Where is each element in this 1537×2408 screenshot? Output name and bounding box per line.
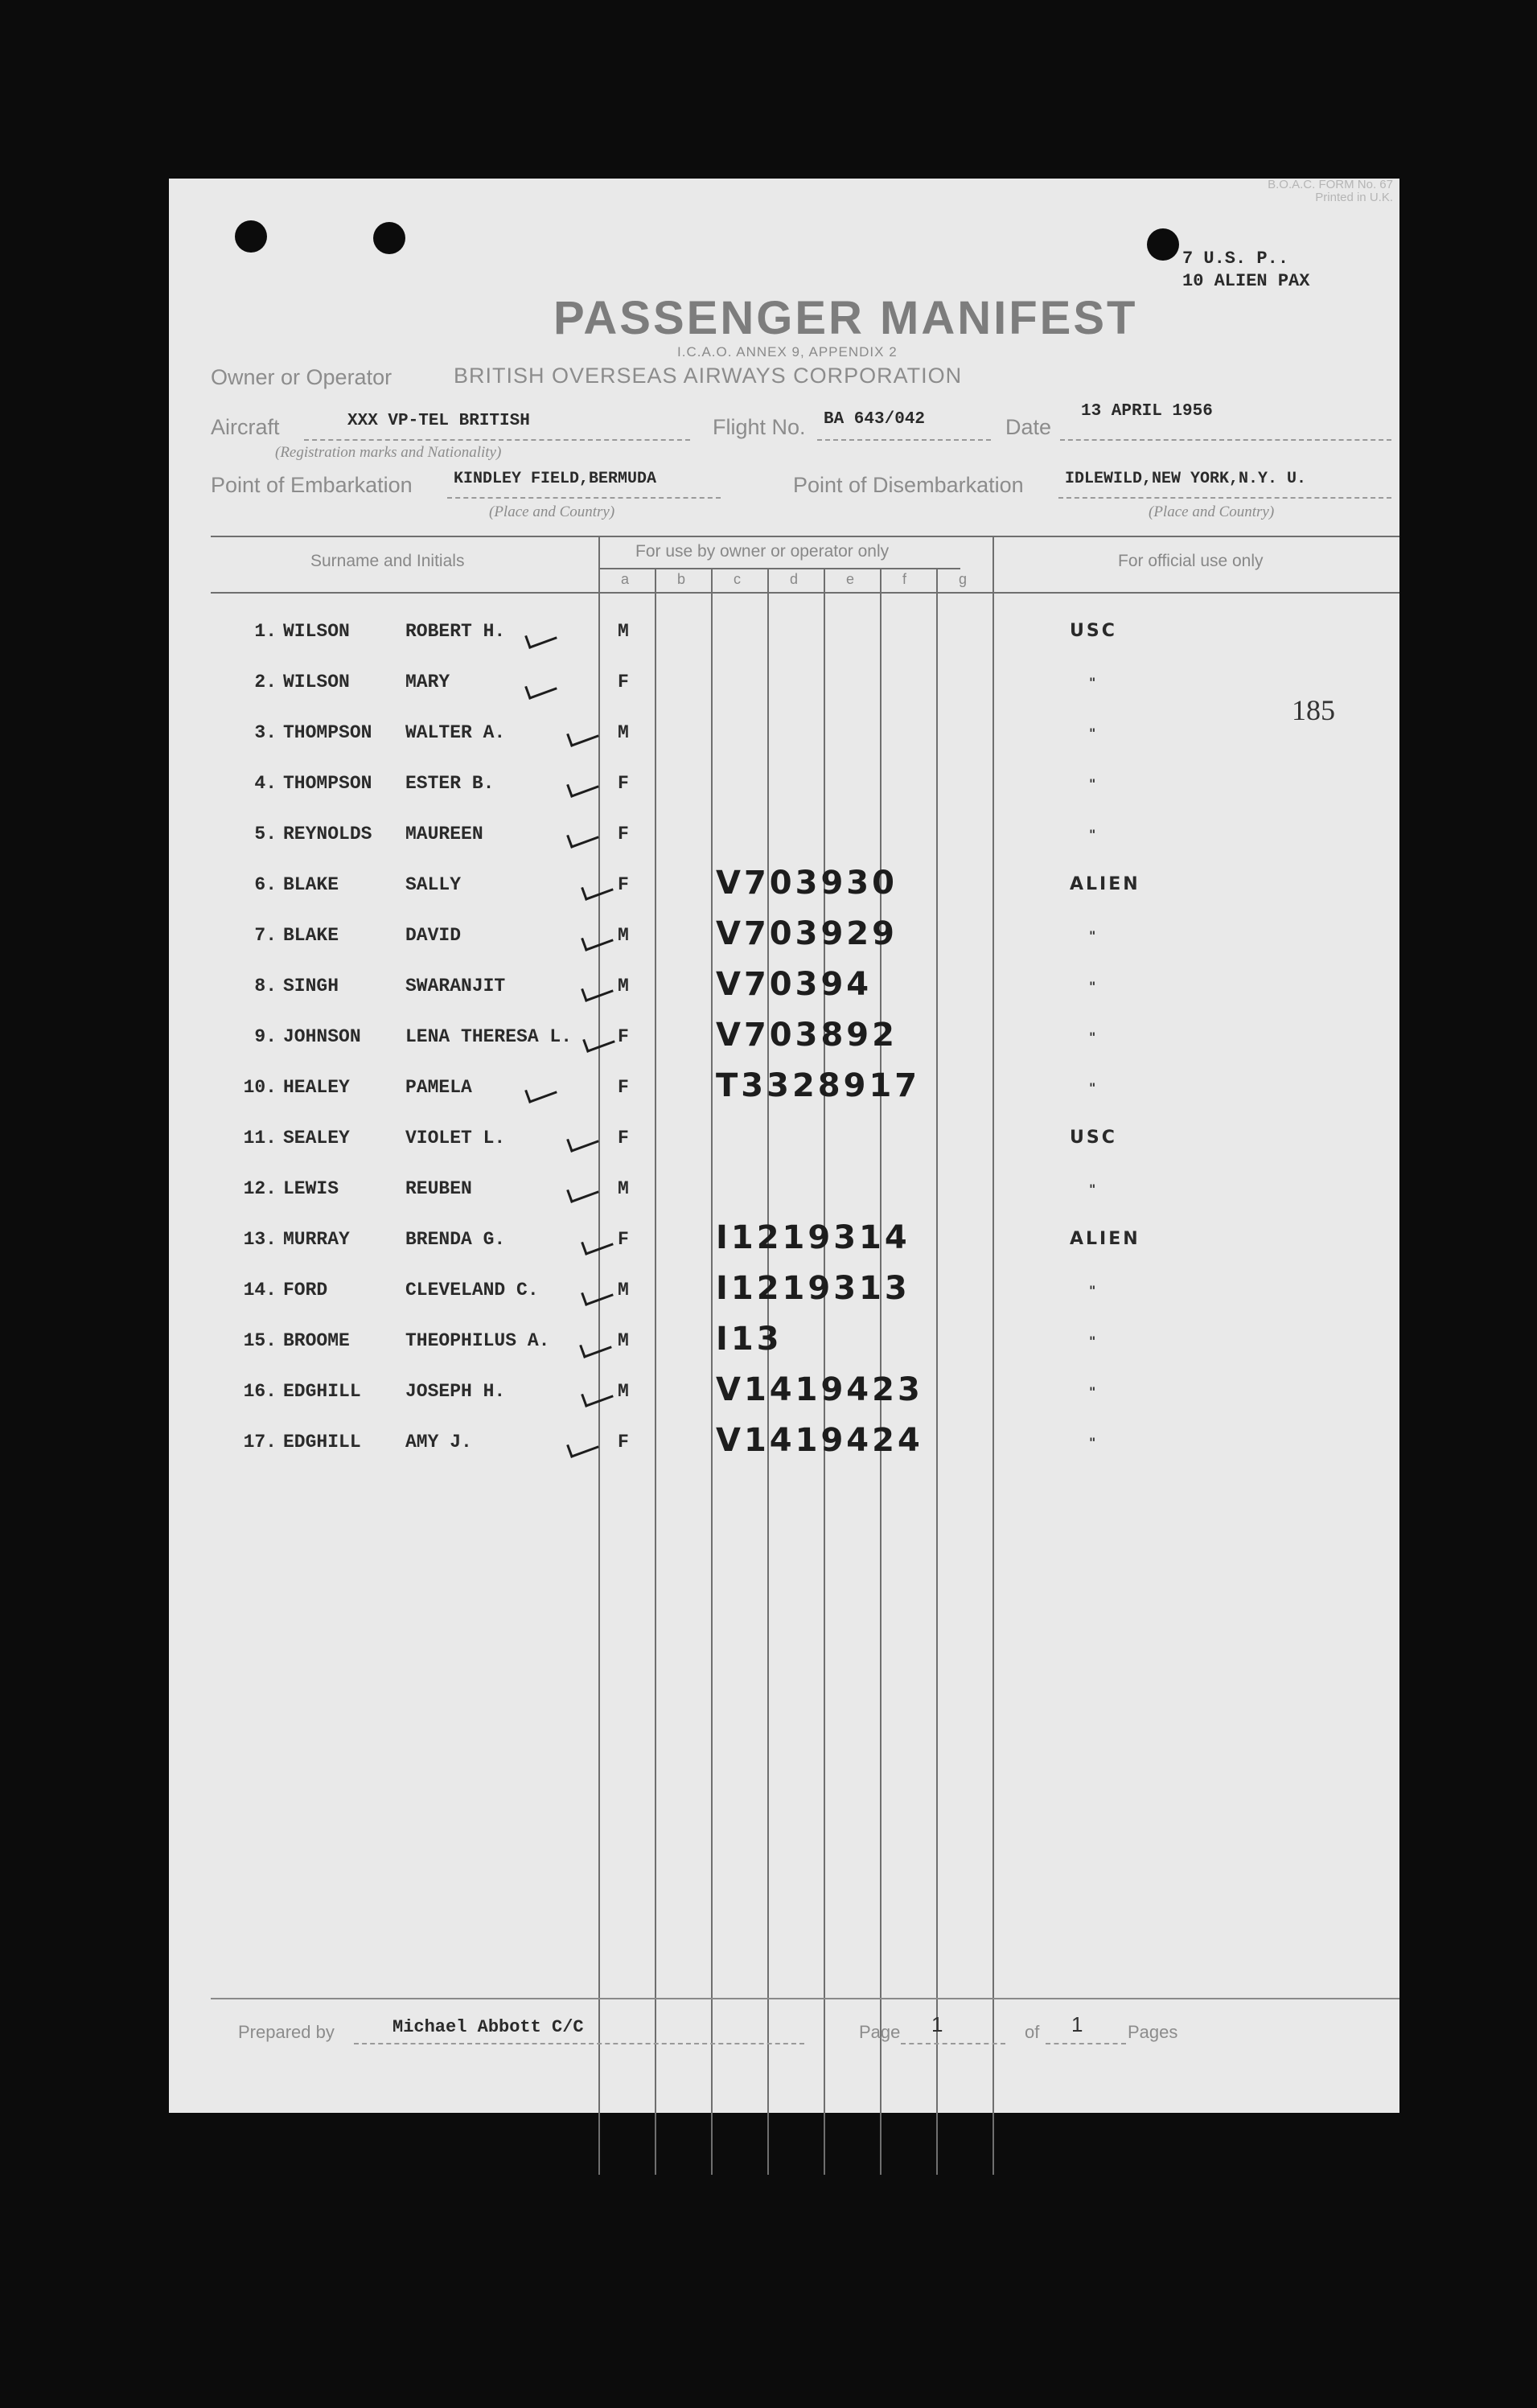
passenger-sex: F (618, 1432, 629, 1453)
passenger-given-names: BRENDA G. (405, 1229, 506, 1250)
official-status: " (1089, 1181, 1096, 1197)
passenger-sex: F (618, 874, 629, 895)
check-mark (524, 1080, 557, 1103)
passenger-sex: F (618, 1026, 629, 1047)
passport-number: T3328917 (716, 1067, 921, 1104)
check-mark (566, 775, 599, 798)
passenger-surname: SINGH (283, 976, 339, 996)
row-number: 5. (254, 824, 277, 844)
manifest-sheet (169, 179, 1399, 2113)
passport-number: I1219314 (716, 1219, 910, 1256)
passenger-given-names: CLEVELAND C. (405, 1280, 539, 1301)
row-number: 8. (254, 976, 277, 996)
passenger-sex: M (618, 621, 629, 642)
check-mark (524, 676, 557, 700)
passenger-sex: F (618, 1077, 629, 1098)
passenger-surname: REYNOLDS (283, 824, 372, 844)
row-number: 15. (243, 1330, 277, 1351)
embarkation-value: KINDLEY FIELD,BERMUDA (454, 470, 657, 488)
passenger-given-names: MARY (405, 672, 450, 692)
passenger-sex: M (618, 1178, 629, 1199)
check-mark (581, 1283, 614, 1306)
passport-number: V703930 (716, 865, 898, 902)
passenger-given-names: REUBEN (405, 1178, 472, 1199)
check-mark (566, 825, 599, 849)
passenger-given-names: DAVID (405, 925, 462, 946)
row-number: 3. (254, 722, 277, 743)
aircraft-label: Aircraft (211, 415, 280, 439)
official-status: USC (1070, 621, 1117, 641)
passenger-surname: WILSON (283, 672, 350, 692)
prepared-by-label: Prepared by (238, 2022, 335, 2042)
aircraft-caption: (Registration marks and Nationality) (275, 444, 502, 461)
owner-use-header: For use by owner or operator only (635, 542, 890, 561)
official-status: ALIEN (1070, 1229, 1140, 1249)
list-item (211, 672, 1385, 720)
embarkation-label: Point of Embarkation (211, 473, 413, 497)
check-mark (581, 1232, 614, 1255)
us-count: 7 U.S. P.. (1182, 249, 1289, 269)
passenger-surname: BROOME (283, 1330, 350, 1351)
operator-value: BRITISH OVERSEAS AIRWAYS CORPORATION (454, 364, 963, 388)
row-number: 7. (254, 925, 277, 946)
passport-number: V703892 (716, 1017, 898, 1054)
passenger-sex: F (618, 1229, 629, 1250)
passenger-given-names: SWARANJIT (405, 976, 506, 996)
pages-label: Pages (1128, 2022, 1178, 2042)
list-item (211, 1128, 1385, 1176)
passport-number: I1219313 (716, 1270, 910, 1307)
check-mark (566, 1180, 599, 1203)
passenger-surname: THOMPSON (283, 773, 372, 794)
official-status: " (1089, 1333, 1096, 1349)
aircraft-value: XXX VP-TEL BRITISH (347, 412, 530, 430)
list-item (211, 773, 1385, 821)
row-number: 4. (254, 773, 277, 794)
passenger-sex: F (618, 773, 629, 794)
passenger-sex: F (618, 672, 629, 692)
aircraft-underline (304, 439, 690, 441)
passenger-given-names: ROBERT H. (405, 621, 506, 642)
passenger-count-note (1182, 248, 1309, 293)
prepared-by-value: Michael Abbott C/C (392, 2017, 584, 2037)
passenger-sex: F (618, 824, 629, 844)
check-mark (566, 724, 599, 747)
disembarkation-caption: (Place and Country) (1149, 503, 1275, 520)
disembarkation-label: Point of Disembarkation (793, 473, 1024, 497)
row-number: 2. (254, 672, 277, 692)
check-mark (581, 877, 614, 901)
passenger-given-names: MAUREEN (405, 824, 483, 844)
flight-underline (817, 439, 991, 441)
list-item (211, 621, 1385, 669)
passport-number: V1419423 (716, 1371, 923, 1408)
disembarkation-value: IDLEWILD,NEW YORK,N.Y. U. (1065, 470, 1307, 488)
passenger-surname: BLAKE (283, 874, 339, 895)
page-mark: 185 (1292, 694, 1335, 726)
punch-hole (1147, 228, 1179, 261)
form-number-line: B.O.A.C. FORM No. 67 (1268, 178, 1393, 191)
official-use-header: For official use only (1118, 552, 1264, 570)
passenger-surname: FORD (283, 1280, 328, 1301)
check-mark (581, 1384, 614, 1407)
passport-number: V70394 (716, 966, 873, 1003)
passenger-given-names: PAMELA (405, 1077, 472, 1098)
column-f-header: f (902, 571, 907, 587)
official-status: " (1089, 1080, 1096, 1095)
passenger-sex: M (618, 976, 629, 996)
passenger-surname: HEALEY (283, 1077, 350, 1098)
check-mark (524, 626, 557, 649)
official-status: " (1089, 1029, 1096, 1045)
passport-number: V1419424 (716, 1422, 923, 1459)
row-number: 17. (243, 1432, 277, 1453)
check-mark (581, 928, 614, 951)
row-number: 14. (243, 1280, 277, 1301)
flight-value: BA 643/042 (824, 410, 926, 429)
passenger-sex: M (618, 722, 629, 743)
row-number: 1. (254, 621, 277, 642)
official-status: " (1089, 776, 1096, 791)
list-item (211, 1270, 1385, 1328)
passenger-surname: THOMPSON (283, 722, 372, 743)
official-status: " (1089, 1283, 1096, 1298)
row-number: 9. (254, 1026, 277, 1047)
list-item (211, 1422, 1385, 1480)
official-status: ALIEN (1070, 874, 1140, 894)
check-mark (566, 1435, 599, 1458)
passenger-surname: EDGHILL (283, 1381, 361, 1402)
flight-label: Flight No. (713, 415, 806, 439)
official-status: " (1089, 979, 1096, 994)
check-mark (566, 1129, 599, 1153)
list-item (211, 722, 1385, 770)
official-status: " (1089, 928, 1096, 943)
page-subtitle: I.C.A.O. ANNEX 9, APPENDIX 2 (677, 344, 898, 360)
table-top-rule (211, 536, 1399, 537)
check-mark (579, 1335, 612, 1358)
table-header-rule (211, 592, 1399, 594)
disembarkation-underline (1058, 497, 1391, 499)
passenger-given-names: JOSEPH H. (405, 1381, 506, 1402)
passenger-surname: BLAKE (283, 925, 339, 946)
surname-header: Surname and Initials (310, 552, 465, 570)
of-underline (1046, 2043, 1126, 2044)
page-title: PASSENGER MANIFEST (553, 292, 1138, 344)
row-number: 12. (243, 1178, 277, 1199)
passenger-given-names: VIOLET L. (405, 1128, 506, 1149)
column-g-header: g (959, 571, 968, 587)
passenger-given-names: LENA THERESA L. (405, 1026, 573, 1047)
operator-label: Owner or Operator (211, 365, 392, 389)
passenger-given-names: ESTER B. (405, 773, 495, 794)
embarkation-underline (447, 497, 721, 499)
check-mark (582, 1029, 615, 1053)
page-value: 1 (931, 2012, 943, 2036)
passenger-given-names: SALLY (405, 874, 462, 895)
check-mark (581, 979, 614, 1002)
date-value: 13 APRIL 1956 (1081, 402, 1213, 421)
row-number: 11. (243, 1128, 277, 1149)
passenger-surname: MURRAY (283, 1229, 350, 1250)
form-number (1268, 179, 1393, 204)
prepared-by-underline (354, 2043, 804, 2044)
passenger-sex: M (618, 925, 629, 946)
passenger-surname: JOHNSON (283, 1026, 361, 1047)
punch-hole (235, 220, 267, 253)
alien-count: 10 ALIEN PAX (1182, 271, 1310, 291)
official-status: USC (1070, 1128, 1117, 1148)
row-number: 16. (243, 1381, 277, 1402)
row-number: 10. (243, 1077, 277, 1098)
embarkation-caption: (Place and Country) (489, 503, 615, 520)
table-bottom-rule (211, 1998, 1399, 1999)
official-status: " (1089, 1384, 1096, 1399)
column-e-header: e (846, 571, 855, 587)
passenger-sex: M (618, 1330, 629, 1351)
form-printed-line: Printed in U.K. (1315, 191, 1393, 204)
passenger-surname: SEALEY (283, 1128, 350, 1149)
passenger-sex: F (618, 1128, 629, 1149)
row-number: 13. (243, 1229, 277, 1250)
list-item (211, 1067, 1385, 1125)
official-status: " (1089, 827, 1096, 842)
page-label: Page (859, 2022, 901, 2042)
official-status: " (1089, 1435, 1096, 1450)
column-a-header: a (621, 571, 630, 587)
official-status: " (1089, 675, 1096, 690)
passenger-sex: M (618, 1381, 629, 1402)
official-status: " (1089, 725, 1096, 741)
punch-hole (373, 222, 405, 254)
of-label: of (1025, 2022, 1040, 2042)
passenger-given-names: AMY J. (405, 1432, 472, 1453)
page-underline (901, 2043, 1005, 2044)
passenger-given-names: WALTER A. (405, 722, 506, 743)
column-b-header: b (677, 571, 686, 587)
sub-column-rule (598, 568, 960, 569)
passenger-sex: M (618, 1280, 629, 1301)
date-label: Date (1005, 415, 1052, 439)
passenger-given-names: THEOPHILUS A. (405, 1330, 550, 1351)
column-d-header: d (790, 571, 799, 587)
passport-number: V703929 (716, 915, 898, 952)
row-number: 6. (254, 874, 277, 895)
of-value: 1 (1071, 2012, 1083, 2036)
date-underline (1060, 439, 1391, 441)
passenger-surname: LEWIS (283, 1178, 339, 1199)
passport-number: I13 (716, 1321, 783, 1358)
passenger-surname: WILSON (283, 621, 350, 642)
passenger-surname: EDGHILL (283, 1432, 361, 1453)
column-c-header: c (734, 571, 741, 587)
